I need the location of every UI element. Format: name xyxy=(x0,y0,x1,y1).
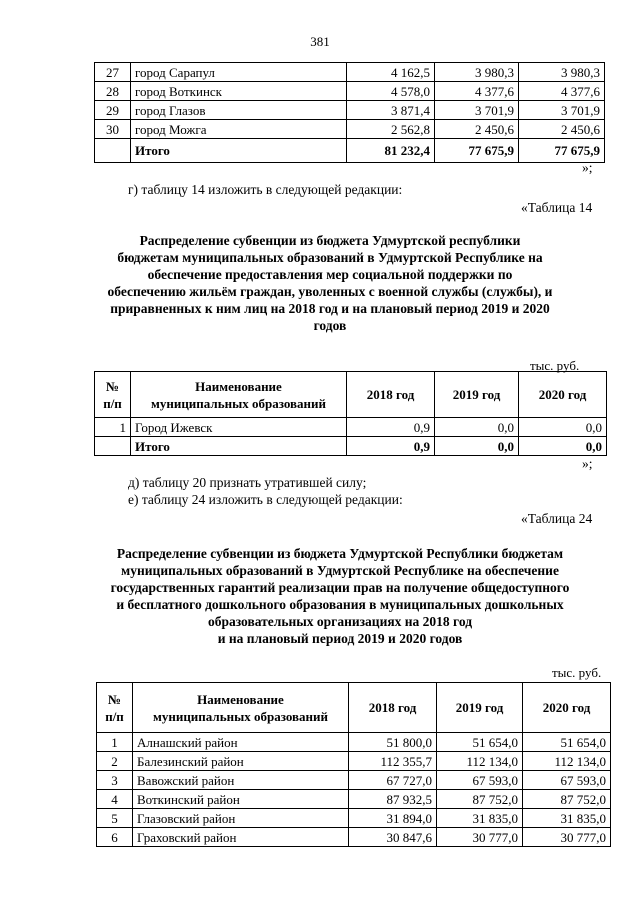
row-value-2020: 3 701,9 xyxy=(519,101,605,120)
total-value-2019: 77 675,9 xyxy=(435,139,519,163)
title-line: муниципальных образований в Удмуртской Республике на обеспечение xyxy=(121,563,559,578)
row-value-2018: 87 932,5 xyxy=(349,790,437,809)
row-value-2020: 112 134,0 xyxy=(523,752,611,771)
total-value-2018: 81 232,4 xyxy=(347,139,435,163)
table24-header-2020: 2020 год xyxy=(523,683,611,733)
row-value-2018: 3 871,4 xyxy=(347,101,435,120)
row-value-2019: 30 777,0 xyxy=(437,828,523,847)
table24-header-name: Наименование муниципальных образований xyxy=(133,683,349,733)
table-row xyxy=(95,82,605,101)
table24 xyxy=(96,682,611,847)
row-value-2019: 31 835,0 xyxy=(437,809,523,828)
table13-closing: »; xyxy=(582,160,593,175)
total-value-2020: 0,0 xyxy=(519,437,607,456)
row-number: 3 xyxy=(97,771,133,790)
table14-header-name: Наименование муниципальных образований xyxy=(131,372,347,418)
total-empty-cell xyxy=(95,437,131,456)
row-name: город Можга xyxy=(131,120,347,139)
table14 xyxy=(94,371,607,456)
row-value-2018: 4 162,5 xyxy=(347,63,435,82)
row-value-2018: 112 355,7 xyxy=(349,752,437,771)
row-value-2020: 87 752,0 xyxy=(523,790,611,809)
table-row xyxy=(97,752,611,771)
row-name: Балезинский район xyxy=(133,752,349,771)
table-row xyxy=(95,418,607,437)
table14-label: «Таблица 14 xyxy=(521,200,593,215)
table-row xyxy=(97,790,611,809)
row-value-2019: 67 593,0 xyxy=(437,771,523,790)
table-total-row xyxy=(95,437,607,456)
instruction-g: г) таблицу 14 изложить в следующей редакции: xyxy=(128,182,403,197)
row-value-2020: 30 777,0 xyxy=(523,828,611,847)
total-empty-cell xyxy=(95,139,131,163)
title-line: Распределение субвенции из бюджета Удмуртской республики xyxy=(139,233,521,248)
instruction-e: е) таблицу 24 изложить в следующей редакции: xyxy=(128,492,403,507)
title-line: бюджетам муниципальных образований в Удмуртской Республике на xyxy=(117,250,543,265)
row-name: Граховский район xyxy=(133,828,349,847)
row-number: 30 xyxy=(95,120,131,139)
row-number: 1 xyxy=(95,418,131,437)
row-name: Алнашский район xyxy=(133,733,349,752)
table24-header-2019: 2019 год xyxy=(437,683,523,733)
table14-closing: »; xyxy=(582,456,593,471)
total-value-2019: 0,0 xyxy=(435,437,519,456)
table24-label: «Таблица 24 xyxy=(521,511,593,526)
total-label: Итого xyxy=(131,437,347,456)
total-value-2018: 0,9 xyxy=(347,437,435,456)
row-value-2020: 67 593,0 xyxy=(523,771,611,790)
row-value-2020: 0,0 xyxy=(519,418,607,437)
table14-header-2019: 2019 год xyxy=(435,372,519,418)
row-value-2020: 4 377,6 xyxy=(519,82,605,101)
row-number: 5 xyxy=(97,809,133,828)
row-value-2018: 51 800,0 xyxy=(349,733,437,752)
table13-tail xyxy=(94,62,605,163)
row-value-2019: 2 450,6 xyxy=(435,120,519,139)
row-name: Вавожский район xyxy=(133,771,349,790)
total-label: Итого xyxy=(131,139,347,163)
row-number: 28 xyxy=(95,82,131,101)
table-row xyxy=(97,828,611,847)
table-total-row xyxy=(95,139,605,163)
title-line: и бесплатного дошкольного образования в муниципальных дошкольных xyxy=(116,597,564,612)
row-name: Воткинский район xyxy=(133,790,349,809)
title-line: обеспечению жильём граждан, уволенных с военной службы (службы), и xyxy=(107,284,553,299)
total-value-2020: 77 675,9 xyxy=(519,139,605,163)
row-value-2020: 51 654,0 xyxy=(523,733,611,752)
row-value-2020: 2 450,6 xyxy=(519,120,605,139)
row-name: Глазовский район xyxy=(133,809,349,828)
row-number: 29 xyxy=(95,101,131,120)
table24-header-2018: 2018 год xyxy=(349,683,437,733)
table-row xyxy=(97,771,611,790)
row-value-2020: 3 980,3 xyxy=(519,63,605,82)
row-value-2018: 0,9 xyxy=(347,418,435,437)
row-value-2019: 3 701,9 xyxy=(435,101,519,120)
row-name: Город Ижевск xyxy=(131,418,347,437)
row-value-2020: 31 835,0 xyxy=(523,809,611,828)
title-line: и на плановый период 2019 и 2020 годов xyxy=(217,631,463,646)
row-number: 1 xyxy=(97,733,133,752)
table14-header-num: № п/п xyxy=(95,372,131,418)
table24-title xyxy=(60,545,620,647)
page-number: 381 xyxy=(310,34,330,49)
row-value-2019: 51 654,0 xyxy=(437,733,523,752)
row-value-2019: 112 134,0 xyxy=(437,752,523,771)
table24-header-num: № п/п xyxy=(97,683,133,733)
row-value-2019: 3 980,3 xyxy=(435,63,519,82)
instruction-d: д) таблицу 20 признать утратившей силу; xyxy=(128,475,367,490)
row-value-2018: 30 847,6 xyxy=(349,828,437,847)
table14-units: тыс. руб. xyxy=(530,358,580,373)
title-line: приравненных к ним лиц на 2018 год и на плановый период 2019 и 2020 xyxy=(110,301,550,316)
table24-units: тыс. руб. xyxy=(552,665,602,680)
row-value-2018: 4 578,0 xyxy=(347,82,435,101)
table-row xyxy=(95,120,605,139)
row-name: город Сарапул xyxy=(131,63,347,82)
row-value-2018: 2 562,8 xyxy=(347,120,435,139)
title-line: годов xyxy=(313,318,347,333)
row-value-2018: 67 727,0 xyxy=(349,771,437,790)
table14-header-2018: 2018 год xyxy=(347,372,435,418)
table14-header-2020: 2020 год xyxy=(519,372,607,418)
title-line: Распределение субвенции из бюджета Удмуртской Республики бюджетам xyxy=(116,546,564,561)
row-value-2018: 31 894,0 xyxy=(349,809,437,828)
table-row xyxy=(97,733,611,752)
table-row xyxy=(95,101,605,120)
row-number: 6 xyxy=(97,828,133,847)
row-name: город Воткинск xyxy=(131,82,347,101)
row-number: 27 xyxy=(95,63,131,82)
table-row xyxy=(95,63,605,82)
row-number: 4 xyxy=(97,790,133,809)
row-value-2019: 0,0 xyxy=(435,418,519,437)
title-line: обеспечение предоставления мер социальной поддержки по xyxy=(147,267,513,282)
row-value-2019: 4 377,6 xyxy=(435,82,519,101)
row-number: 2 xyxy=(97,752,133,771)
row-name: город Глазов xyxy=(131,101,347,120)
table-row xyxy=(97,809,611,828)
row-value-2019: 87 752,0 xyxy=(437,790,523,809)
title-line: образовательных организациях на 2018 год xyxy=(207,614,473,629)
title-line: государственных гарантий реализации прав на получение общедоступного xyxy=(110,580,570,595)
table14-title xyxy=(80,232,580,334)
